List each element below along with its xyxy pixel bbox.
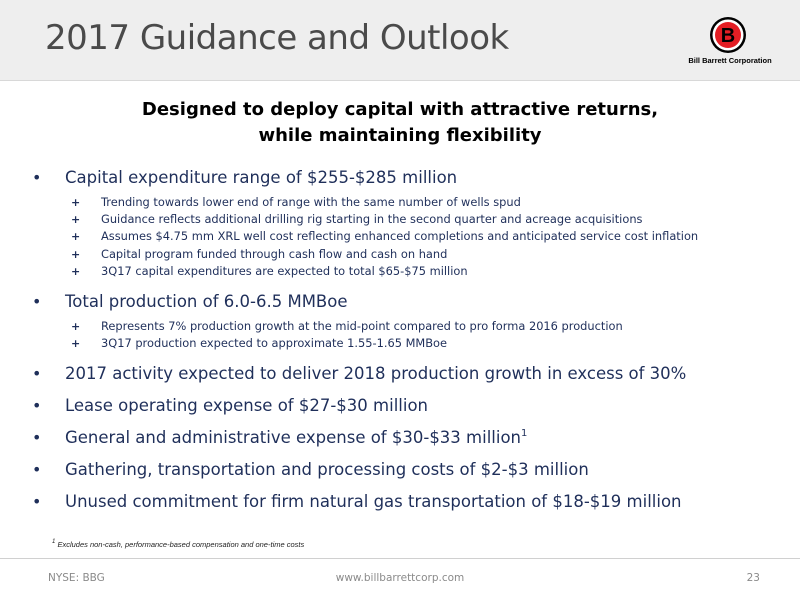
- bullet-text: Lease operating expense of $27-$30 million: [65, 396, 428, 416]
- sub-bullet-item: [65, 335, 790, 352]
- footnote-text: Excludes non-cash, performance-based compensation and one-time costs: [57, 540, 305, 549]
- plus-icon: +: [71, 247, 81, 261]
- bullet-text: 2017 activity expected to deliver 2018 production growth in excess of 30%: [65, 364, 687, 384]
- bullet-dot-icon: •: [32, 396, 42, 416]
- slide-header: [0, 0, 800, 81]
- subtitle-line-1: Designed to deploy capital with attractive returns,: [141, 99, 659, 120]
- sub-bullet-text: Trending towards lower end of range with the same number of wells spud: [101, 195, 521, 209]
- sub-bullet-item: [65, 318, 790, 335]
- bullet-text: General and administrative expense of $30-$33 million: [65, 428, 522, 448]
- company-logo: [665, 16, 795, 72]
- footer-ticker: NYSE: BBG: [48, 572, 105, 584]
- sub-bullet-text: Assumes $4.75 mm XRL well cost reflecting enhanced completions and anticipated service cost inflation: [101, 229, 699, 244]
- company-name: Bill Barrett Corporation: [688, 56, 772, 65]
- bullet-item: [30, 292, 790, 352]
- bullet-item: [30, 364, 790, 384]
- bullet-dot-icon: •: [32, 168, 42, 187]
- bullet-item: [30, 492, 790, 512]
- slide-subtitle: [100, 97, 700, 149]
- bullet-item: [30, 396, 790, 416]
- sub-bullet-text: Guidance reflects additional drilling rig starting in the second quarter and acreage acquisitions: [101, 212, 643, 227]
- bullet-dot-icon: •: [32, 428, 42, 448]
- sub-bullet-text: 3Q17 production expected to approximate 1.55-1.65 MMBoe: [101, 336, 448, 351]
- sub-bullet-list: [65, 318, 790, 352]
- bullet-text: Total production of 6.0-6.5 MMBoe: [65, 292, 348, 312]
- bullet-list: [30, 168, 790, 524]
- bullet-text: Unused commitment for firm natural gas transportation of $18-$19 million: [65, 492, 682, 512]
- plus-icon: +: [71, 264, 81, 278]
- plus-icon: +: [71, 337, 81, 351]
- plus-icon: +: [71, 320, 81, 334]
- bullet-text: Gathering, transportation and processing costs of $2-$3 million: [65, 460, 589, 480]
- plus-icon: +: [71, 230, 81, 244]
- subtitle-line-2: while maintaining flexibility: [258, 125, 542, 146]
- footnote: [52, 540, 304, 549]
- sub-bullet-text: Capital program funded through cash flow and cash on hand: [101, 246, 448, 261]
- bbg-logo-icon: [706, 16, 750, 56]
- sub-bullet-item: [65, 211, 790, 228]
- sub-bullet-item: [65, 263, 790, 280]
- footnote-marker: 1: [521, 427, 528, 439]
- bullet-dot-icon: •: [32, 292, 42, 312]
- plus-icon: +: [71, 213, 81, 227]
- slide-title: 2017 Guidance and Outlook: [45, 18, 509, 58]
- bullet-dot-icon: •: [32, 492, 42, 512]
- footnote-number: 1: [52, 538, 56, 545]
- bullet-item: [30, 460, 790, 480]
- bullet-text: Capital expenditure range of $255-$285 million: [65, 168, 458, 187]
- sub-bullet-text: 3Q17 capital expenditures are expected to total $65-$75 million: [101, 263, 468, 278]
- sub-bullet-item: [65, 194, 790, 211]
- sub-bullet-item: [65, 246, 790, 263]
- sub-bullet-item: [65, 228, 790, 245]
- footer-divider: [0, 558, 800, 559]
- logo-letter: B: [720, 25, 736, 47]
- sub-bullet-text: Represents 7% production growth at the mid-point compared to pro forma 2016 production: [101, 319, 623, 334]
- bullet-item: [30, 428, 790, 448]
- bullet-dot-icon: •: [32, 460, 42, 480]
- sub-bullet-list: [65, 194, 790, 280]
- bullet-item: [30, 168, 790, 280]
- footer-website: www.billbarrettcorp.com: [335, 572, 465, 584]
- bullet-dot-icon: •: [32, 364, 42, 384]
- plus-icon: +: [71, 196, 81, 209]
- page-number: 23: [746, 572, 760, 584]
